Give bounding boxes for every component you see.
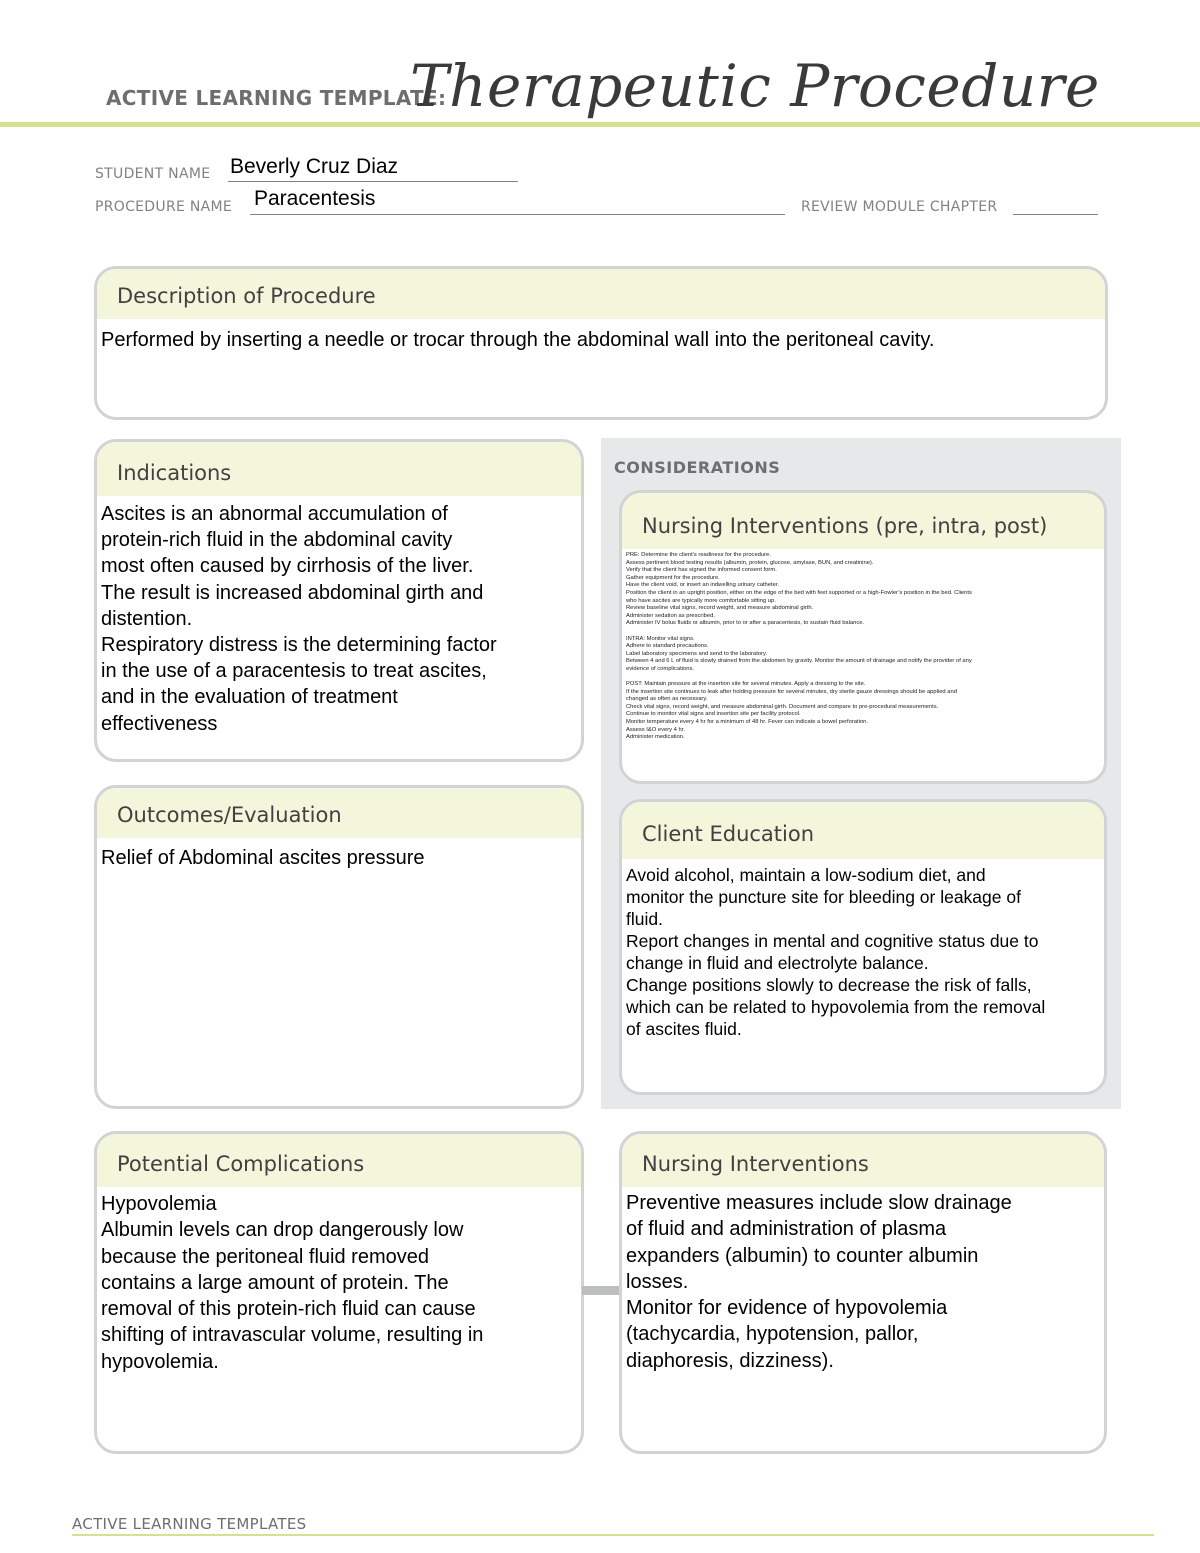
text-line: POST: Maintain pressure at the insertion site for several minutes. Apply a dressing to the site. xyxy=(626,681,866,688)
text-line: Avoid alcohol, maintain a low-sodium diet, and xyxy=(626,865,986,885)
text-line: removal of this protein-rich fluid can cause xyxy=(101,1298,476,1321)
text-line: Albumin levels can drop dangerously low xyxy=(101,1219,464,1242)
text-line: Verify that the client has signed the informed consent form. xyxy=(626,567,777,574)
text-line: Gather equipment for the procedure. xyxy=(626,574,720,581)
text-line: Assess pertinent blood testing results (albumin, protein, glucose, amylase, BUN, and creatinine). xyxy=(626,559,874,566)
text-line: changed as often as necessary. xyxy=(626,696,708,703)
text-line: losses. xyxy=(626,1270,689,1293)
text-line: PRE: Determine the client’s readiness for the procedure. xyxy=(626,552,771,558)
page-title: Therapeutic Procedure xyxy=(410,52,1100,120)
client-education-text[interactable] xyxy=(622,859,1104,1040)
nursing-interventions-text[interactable] xyxy=(622,1187,1104,1374)
text-line: evidence of complications. xyxy=(626,665,694,672)
text-line: Position the client in an upright position, either on the edge of the bed with feet supported or a high-Fowler’s position in the bed. Clients xyxy=(626,589,972,596)
procedure-name-field[interactable]: Paracentesis xyxy=(254,187,376,210)
procedure-name-label: PROCEDURE NAME xyxy=(95,199,233,215)
text-line: Ascites is an abnormal accumulation of xyxy=(101,503,448,525)
header-divider xyxy=(0,122,1200,127)
text-line: shifting of intravascular volume, resulting in xyxy=(101,1324,484,1347)
nursing-interventions-pre-intra-post-text[interactable] xyxy=(622,549,1104,742)
text-line: diaphoresis, dizziness). xyxy=(626,1349,834,1372)
potential-complications-heading: Potential Complications xyxy=(97,1134,581,1187)
text-line: If the insertion site continues to leak after holding pressure for several minutes, dry sterile gauze dressings should be applied and xyxy=(626,688,957,695)
text-line: effectiveness xyxy=(101,712,218,735)
text-line: monitor the puncture site for bleeding or leakage of xyxy=(626,887,1021,907)
text-line: Administer medication. xyxy=(626,734,685,741)
nursing-interventions-pre-intra-post-section xyxy=(619,490,1107,784)
text-line: (tachycardia, hypotension, pallor, xyxy=(626,1323,919,1346)
review-module-field[interactable] xyxy=(1013,214,1098,215)
outcomes-text[interactable]: Relief of Abdominal ascites pressure xyxy=(101,847,425,869)
text-line: Administer IV bolus fluids or albumin, prior to or after a paracentesis, to sustain fluid balance. xyxy=(626,620,865,627)
nursing-interventions-section xyxy=(619,1131,1107,1454)
text-line: contains a large amount of protein. The xyxy=(101,1271,449,1294)
student-name-label: STUDENT NAME xyxy=(95,166,211,182)
client-education-section xyxy=(619,799,1107,1095)
procedure-name-underline xyxy=(250,214,785,215)
considerations-title: CONSIDERATIONS xyxy=(614,458,781,477)
description-text[interactable]: Performed by inserting a needle or trocar through the abdominal wall into the peritoneal cavity. xyxy=(101,329,935,351)
text-line: of ascites fluid. xyxy=(626,1019,742,1039)
text-line: change in fluid and electrolyte balance. xyxy=(626,953,929,973)
text-line: distention. xyxy=(101,607,193,630)
student-name-field[interactable]: Beverly Cruz Diaz xyxy=(230,155,399,178)
indications-text[interactable] xyxy=(97,496,581,737)
text-line: Report changes in mental and cognitive status due to xyxy=(626,931,1039,951)
text-line: most often caused by cirrhosis of the liver. xyxy=(101,555,474,578)
text-line: Assess I&O every 4 hr. xyxy=(626,726,685,733)
text-line: Respiratory distress is the determining factor xyxy=(101,634,497,657)
indications-heading: Indications xyxy=(97,442,581,496)
text-line: who have ascites are typically more comfortable sitting up. xyxy=(626,597,776,604)
text-line: of fluid and administration of plasma xyxy=(626,1218,947,1241)
text-line: Hypovolemia xyxy=(101,1193,217,1215)
nursing-interventions-heading: Nursing Interventions xyxy=(622,1134,1104,1187)
text-line: which can be related to hypovolemia from the removal xyxy=(626,997,1046,1017)
text-line: Administer sedation as prescribed. xyxy=(626,612,715,619)
text-line: Preventive measures include slow drainage xyxy=(626,1192,1012,1214)
text-line: fluid. xyxy=(626,909,663,929)
text-line: in the use of a paracentesis to treat ascites, xyxy=(101,660,487,683)
text-line: Have the client void, or insert an indwelling urinary catheter. xyxy=(626,582,780,589)
nursing-interventions-pre-intra-post-heading: Nursing Interventions (pre, intra, post) xyxy=(622,493,1104,549)
review-module-label: REVIEW MODULE CHAPTER xyxy=(801,199,998,215)
text-spacer xyxy=(626,628,1100,636)
student-name-underline xyxy=(228,181,518,182)
text-line: hypovolemia. xyxy=(101,1350,219,1373)
text-line: Label laboratory specimens and send to the laboratory. xyxy=(626,650,768,657)
potential-complications-section xyxy=(94,1131,584,1454)
outcomes-section xyxy=(94,785,584,1109)
text-line: Continue to monitor vital signs and insertion site per facility protocol. xyxy=(626,711,801,718)
footer-label: ACTIVE LEARNING TEMPLATES xyxy=(72,1515,307,1533)
text-line: Change positions slowly to decrease the risk of falls, xyxy=(626,975,1032,995)
text-spacer xyxy=(626,674,1100,682)
template-label: ACTIVE LEARNING TEMPLATE: xyxy=(106,86,447,110)
indications-section xyxy=(94,439,584,762)
text-line: INTRA: Monitor vital signs. xyxy=(626,635,695,642)
potential-complications-text[interactable] xyxy=(97,1187,581,1375)
outcomes-heading: Outcomes/Evaluation xyxy=(97,788,581,838)
footer-divider xyxy=(72,1534,1154,1536)
text-line: Adhere to standard precautions. xyxy=(626,643,709,650)
description-section xyxy=(94,266,1108,420)
text-line: Monitor for evidence of hypovolemia xyxy=(626,1297,948,1320)
text-line: Monitor temperature every 4 hr for a minimum of 48 hr. Fever can indicate a bowel perforation. xyxy=(626,719,868,726)
text-line: Review baseline vital signs, record weight, and measure abdominal girth. xyxy=(626,605,814,612)
text-line: protein-rich fluid in the abdominal cavity xyxy=(101,529,453,552)
client-education-heading: Client Education xyxy=(622,802,1104,859)
text-line: The result is increased abdominal girth and xyxy=(101,581,484,604)
text-line: because the peritoneal fluid removed xyxy=(101,1245,429,1268)
text-line: and in the evaluation of treatment xyxy=(101,686,398,709)
description-heading: Description of Procedure xyxy=(97,269,1105,319)
text-line: Check vital signs, record weight, and measure abdominal girth. Document and compare to pre-procedural measurements. xyxy=(626,703,939,710)
text-line: Between 4 and 6 L of fluid is slowly drained from the abdomen by gravity. Monitor the amount of drainage and notify the provider of any xyxy=(626,658,972,665)
section-connector xyxy=(582,1286,622,1295)
text-line: expanders (albumin) to counter albumin xyxy=(626,1244,979,1267)
